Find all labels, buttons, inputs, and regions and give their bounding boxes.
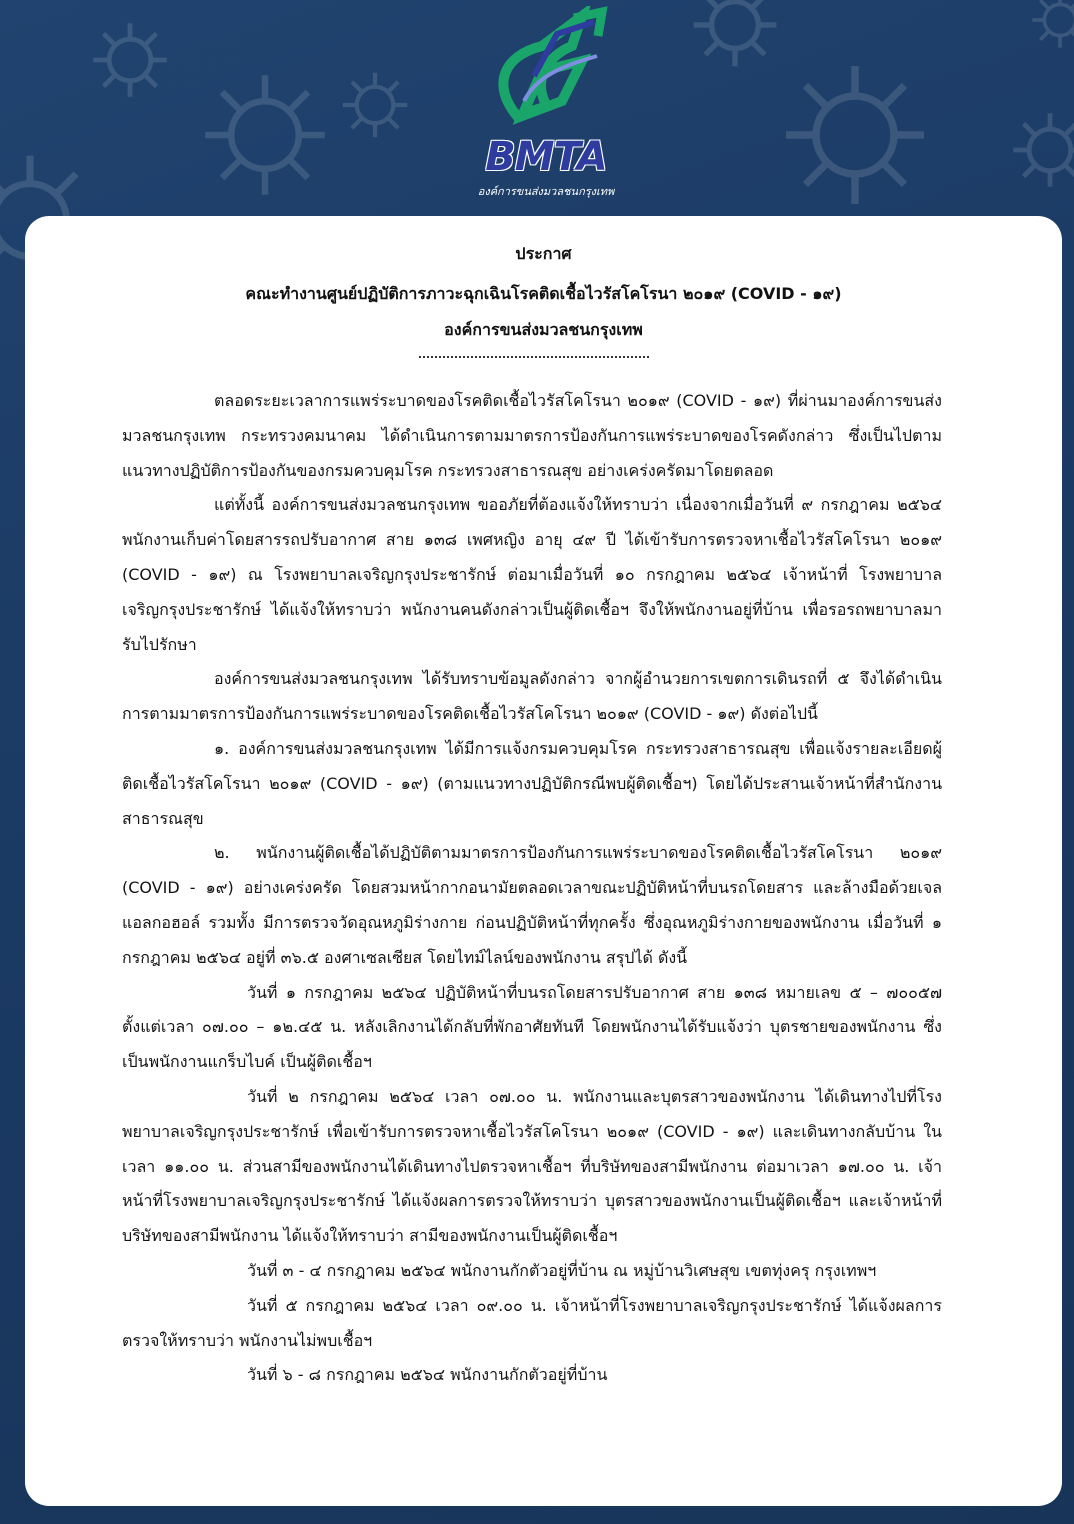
bmta-emblem-icon [462, 6, 630, 136]
announcement-card [25, 216, 1062, 1506]
timeline-entry: วันที่ ๕ กรกฎาคม ๒๕๖๔ เวลา ๐๙.๐๐ น. เจ้าหน้าที่โรงพยาบาลเจริญกรุงประชารักษ์ ได้แจ้งผลการตรวจให้ทราบว่า พนักงานไม่พบเชื้อฯ [122, 1295, 942, 1350]
virus-icon [200, 70, 330, 200]
virus-icon [780, 60, 930, 210]
timeline-entry: วันที่ ๖ - ๘ กรกฎาคม ๒๕๖๔ พนักงานกักตัวอยู่ที่บ้าน [247, 1365, 608, 1385]
paragraph: ๑. องค์การขนส่งมวลชนกรุงเทพ ได้มีการแจ้งกรมควบคุมโรค กระทรวงสาธารณสุข เพื่อแจ้งรายละเอียดผู้ติดเชื้อไวรัสโคโรนา ๒๐๑๙ (COVID - ๑๙) (ตามแนวทางปฏิบัติกรณีพบผู้ติดเชื้อฯ) โดยได้ประสานเจ้าหน้าที่สำนักงานสาธารณสุข [122, 738, 942, 828]
virus-icon [1030, 0, 1074, 50]
dotted-divider [419, 356, 649, 358]
timeline-entry: วันที่ ๓ - ๔ กรกฎาคม ๒๕๖๔ พนักงานกักตัวอยู่ที่บ้าน ณ หมู่บ้านวิเศษสุข เขตทุ่งครุ กรุงเทพฯ [247, 1260, 877, 1280]
timeline-entry: วันที่ ๑ กรกฎาคม ๒๕๖๔ ปฏิบัติหน้าที่บนรถโดยสารปรับอากาศ สาย ๑๓๘ หมายเลข ๕ – ๗๐๐๕๗ ตั้งแต่เวลา ๐๗.๐๐ – ๑๒.๔๕ น. หลังเลิกงานได้กลับที่พักอาศัยทันที โดยพนักงานได้รับแจ้งว่า บุตรชายของพนักงาน ซึ่งเป็นพนักงานแกร็บไบค์ เป็นผู้ติดเชื้อฯ [122, 982, 942, 1072]
virus-icon [340, 70, 410, 140]
timeline-entry: วันที่ ๒ กรกฎาคม ๒๕๖๔ เวลา ๐๗.๐๐ น. พนักงานและบุตรสาวของพนักงาน ได้เดินทางไปที่โรงพยาบาลเจริญกรุงประชารักษ์ เพื่อเข้ารับการตรวจหาเชื้อไวรัสโคโรนา ๒๐๑๙ (COVID - ๑๙) และเดินทางกลับบ้าน ในเวลา ๑๑.๐๐ น. ส่วนสามีของพนักงานได้เดินทางไปตรวจหาเชื้อฯ ที่บริษัทของสามีพนักงาน ต่อมาเวลา ๑๗.๐๐ น. เจ้าหน้าที่โรงพยาบาลเจริญกรุงประชารักษ์ ได้แจ้งผลการตรวจให้ทราบว่า บุตรสาวของพนักงานเป็นผู้ติดเชื้อฯ และเจ้าหน้าที่บริษัทของสามีพนักงาน ได้แจ้งให้ทราบว่า สามีของพนักงานเป็นผู้ติดเชื้อฯ [122, 1086, 942, 1246]
announcement-subtitle: คณะทำงานศูนย์ปฏิบัติการภาวะฉุกเฉินโรคติดเชื้อไวรัสโคโรนา ๒๐๑๙ (COVID - ๑๙) [245, 284, 842, 303]
virus-icon [90, 20, 170, 100]
logo-wordmark: BMTA [485, 134, 607, 180]
virus-icon [690, 0, 780, 70]
paragraph: ตลอดระยะเวลาการแพร่ระบาดของโรคติดเชื้อไวรัสโคโรนา ๒๐๑๙ (COVID - ๑๙) ที่ผ่านมาองค์การขนส่งมวลชนกรุงเทพ กระทรวงคมนาคม ได้ดำเนินการตามมาตรการป้องกันการแพร่ระบาดของโรคดังกล่าว ซึ่งเป็นไปตามแนวทางปฏิบัติการป้องกันของกรมควบคุมโรค กระทรวงสาธารณสุข อย่างเคร่งครัดมาโดยตลอด [122, 391, 942, 480]
virus-icon [1010, 110, 1074, 190]
paragraph: แต่ทั้งนี้ องค์การขนส่งมวลชนกรุงเทพ ขออภัยที่ต้องแจ้งให้ทราบว่า เนื่องจากเมื่อวันที่ ๙ กรกฎาคม ๒๕๖๔ พนักงานเก็บค่าโดยสารรถปรับอากาศ สาย ๑๓๘ เพศหญิง อายุ ๔๙ ปี ได้เข้ารับการตรวจหาเชื้อไวรัสโคโรนา ๒๐๑๙ (COVID - ๑๙) ณ โรงพยาบาลเจริญกรุงประชารักษ์ ต่อมาเมื่อวันที่ ๑๐ กรกฎาคม ๒๕๖๔ เจ้าหน้าที่ โรงพยาบาลเจริญกรุงประชารักษ์ ได้แจ้งให้ทราบว่า พนักงานคนดังกล่าวเป็นผู้ติดเชื้อฯ จึงให้พนักงานอยู่ที่บ้าน เพื่อรอรถพยาบาลมารับไปรักษา [122, 495, 942, 654]
paragraph: องค์การขนส่งมวลชนกรุงเทพ ได้รับทราบข้อมูลดังกล่าว จากผู้อำนวยการเขตการเดินรถที่ ๕ จึงได้ดำเนินการตามมาตรการป้องกันการแพร่ระบาดของโรคติดเชื้อไวรัสโคโรนา ๒๐๑๙ (COVID - ๑๙) ดังต่อไปนี้ [122, 669, 942, 724]
announcement-body [122, 384, 942, 1393]
logo-subtitle: องค์การขนส่งมวลชนกรุงเทพ [477, 185, 615, 198]
paragraph: ๒. พนักงานผู้ติดเชื้อได้ปฏิบัติตามมาตรการป้องกันการแพร่ระบาดของโรคติดเชื้อไวรัสโคโรนา ๒๐๑๙ (COVID - ๑๙) อย่างเคร่งครัด โดยสวมหน้ากากอนามัยตลอดเวลาขณะปฏิบัติหน้าที่บนรถโดยสาร และล้างมือด้วยเจลแอลกอฮอล์ รวมทั้ง มีการตรวจวัดอุณหภูมิร่างกาย ก่อนปฏิบัติหน้าที่ทุกครั้ง ซึ่งอุณหภูมิร่างกายของพนักงาน เมื่อวันที่ ๑ กรกฎาคม ๒๕๖๔ อยู่ที่ ๓๖.๕ องศาเซลเซียส โดยไทม์ไลน์ของพนักงาน สรุปได้ ดังนี้ [122, 843, 942, 967]
announcement-organization: องค์การขนส่งมวลชนกรุงเทพ [444, 320, 643, 339]
announcement-title: ประกาศ [515, 244, 572, 263]
bmta-logo [462, 6, 630, 202]
